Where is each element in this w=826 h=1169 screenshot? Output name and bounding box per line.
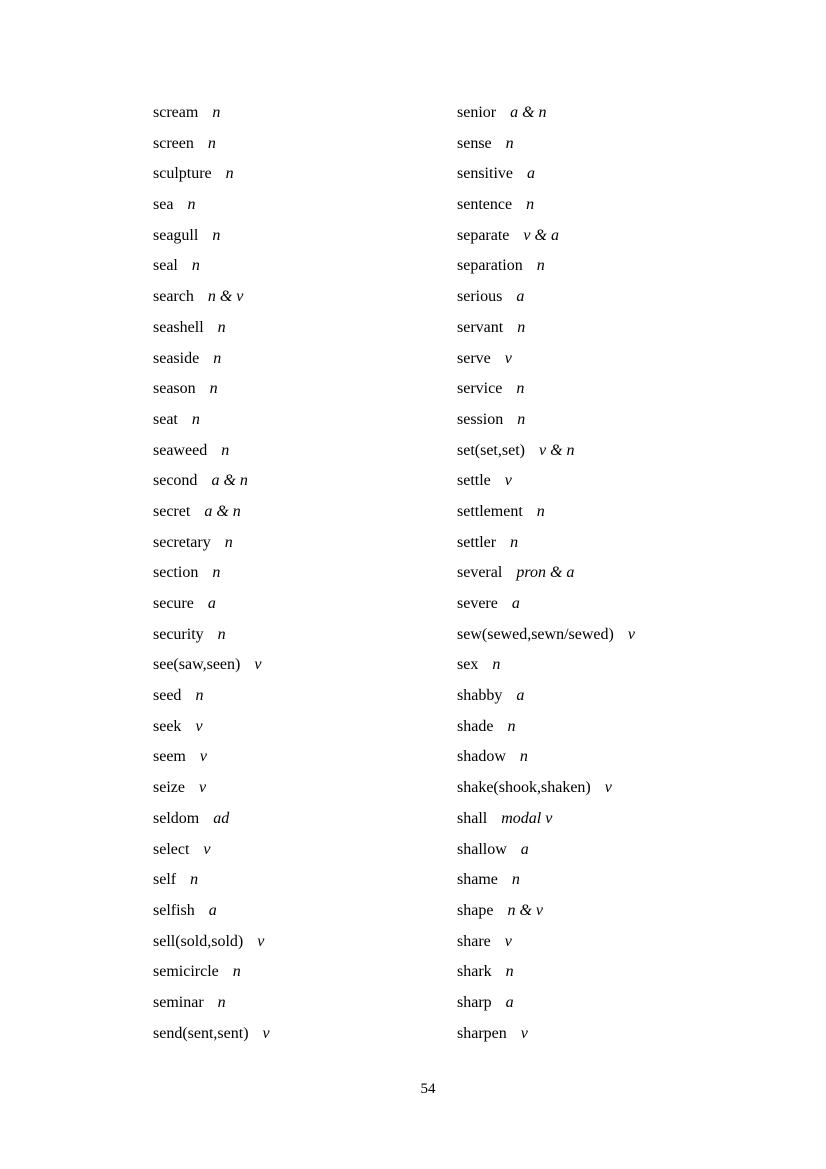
- part-of-speech: a: [511, 595, 520, 612]
- word-text: secret: [153, 502, 191, 520]
- word-text: seal: [153, 257, 178, 275]
- word-text: select: [153, 840, 190, 858]
- word-entry: [457, 436, 757, 467]
- word-text: set(set,set): [457, 441, 525, 459]
- word-text: share: [457, 932, 491, 950]
- word-entry: [457, 804, 757, 835]
- word-entry: [153, 988, 453, 1019]
- word-entry: [153, 251, 453, 282]
- part-of-speech: n: [536, 502, 545, 520]
- word-entry: [153, 497, 453, 528]
- word-text: selfish: [153, 901, 195, 919]
- word-entry: [153, 1019, 453, 1050]
- word-entry: [457, 650, 757, 681]
- word-entry: [153, 620, 453, 651]
- word-text: shame: [457, 871, 498, 889]
- word-text: sentence: [457, 196, 513, 214]
- word-text: shabby: [457, 687, 503, 705]
- word-text: shadow: [457, 748, 506, 766]
- word-text: sculpture: [153, 165, 212, 183]
- part-of-speech: n: [212, 104, 221, 121]
- word-entry: [153, 681, 453, 712]
- word-entry: [457, 896, 757, 927]
- part-of-speech: a & n: [204, 502, 241, 520]
- part-of-speech: n: [507, 717, 516, 735]
- word-text: seashell: [153, 318, 204, 336]
- word-text: senior: [457, 104, 497, 121]
- part-of-speech: v: [504, 472, 512, 490]
- word-text: seat: [153, 410, 178, 428]
- part-of-speech: modal v: [501, 809, 553, 827]
- word-text: seem: [153, 748, 186, 766]
- part-of-speech: pron & a: [516, 564, 575, 582]
- part-of-speech: n: [511, 871, 520, 889]
- word-entry: [153, 221, 453, 252]
- part-of-speech: n: [217, 993, 226, 1011]
- part-of-speech: n: [191, 410, 200, 428]
- part-of-speech: a: [527, 165, 535, 183]
- word-text: security: [153, 625, 204, 643]
- word-text: secretary: [153, 533, 211, 551]
- part-of-speech: n: [195, 687, 204, 705]
- word-text: serve: [457, 349, 491, 367]
- word-entry: [457, 221, 757, 252]
- word-text: seagull: [153, 226, 199, 244]
- word-text: shake(shook,shaken): [457, 779, 591, 797]
- word-entry: [153, 405, 453, 436]
- word-entry: [457, 589, 757, 620]
- part-of-speech: n: [526, 196, 535, 214]
- part-of-speech: n: [217, 625, 226, 643]
- part-of-speech: n: [536, 257, 545, 275]
- part-of-speech: n: [209, 380, 218, 398]
- word-entry: [153, 712, 453, 743]
- word-text: separate: [457, 226, 510, 244]
- word-entry: [457, 251, 757, 282]
- word-text: separation: [457, 257, 523, 275]
- part-of-speech: n: [517, 318, 526, 336]
- word-text: shallow: [457, 840, 507, 858]
- word-entry: [457, 282, 757, 313]
- part-of-speech: n: [213, 349, 222, 367]
- part-of-speech: n: [212, 226, 221, 244]
- part-of-speech: v: [254, 656, 262, 674]
- word-text: secure: [153, 595, 194, 612]
- part-of-speech: n: [190, 871, 199, 889]
- word-text: seaweed: [153, 441, 208, 459]
- word-list-right-column: [457, 98, 757, 1049]
- word-text: severe: [457, 595, 498, 612]
- part-of-speech: v & a: [523, 226, 559, 244]
- part-of-speech: n: [232, 963, 241, 981]
- word-text: semicircle: [153, 963, 219, 981]
- part-of-speech: n & v: [207, 288, 244, 306]
- word-entry: [457, 927, 757, 958]
- part-of-speech: v: [262, 1024, 270, 1042]
- word-text: search: [153, 288, 194, 306]
- word-text: serious: [457, 288, 503, 306]
- word-entry: [457, 712, 757, 743]
- word-text: servant: [457, 318, 504, 336]
- word-text: service: [457, 380, 503, 398]
- word-entry: [457, 374, 757, 405]
- word-text: shape: [457, 901, 494, 919]
- word-entry: [457, 313, 757, 344]
- part-of-speech: n: [212, 564, 221, 582]
- word-entry: [457, 742, 757, 773]
- part-of-speech: v: [504, 932, 512, 950]
- word-entry: [153, 957, 453, 988]
- word-text: section: [153, 564, 199, 582]
- word-entry: [153, 98, 453, 129]
- word-text: seed: [153, 687, 182, 705]
- word-entry: [457, 957, 757, 988]
- part-of-speech: n: [207, 134, 216, 152]
- part-of-speech: n: [510, 533, 519, 551]
- word-text: seize: [153, 779, 185, 797]
- part-of-speech: v & n: [538, 441, 575, 459]
- word-text: seaside: [153, 349, 200, 367]
- word-text: self: [153, 871, 177, 889]
- word-entry: [153, 190, 453, 221]
- word-text: seminar: [153, 993, 204, 1011]
- word-text: screen: [153, 134, 194, 152]
- part-of-speech: v: [199, 748, 207, 766]
- word-entry: [153, 804, 453, 835]
- word-text: session: [457, 410, 504, 428]
- word-list-left-column: [153, 98, 453, 1049]
- word-entry: [153, 159, 453, 190]
- part-of-speech: v: [257, 932, 265, 950]
- word-entry: [153, 374, 453, 405]
- word-entry: [457, 129, 757, 160]
- word-entry: [457, 1019, 757, 1050]
- part-of-speech: v: [198, 779, 207, 797]
- part-of-speech: a: [520, 840, 529, 858]
- part-of-speech: v: [504, 349, 512, 367]
- word-text: sex: [457, 656, 479, 674]
- word-text: shark: [457, 963, 492, 981]
- part-of-speech: n: [505, 963, 514, 981]
- word-entry: [457, 620, 757, 651]
- word-entry: [457, 466, 757, 497]
- word-entry: [457, 528, 757, 559]
- page-footer: [0, 1081, 826, 1097]
- word-entry: [153, 282, 453, 313]
- part-of-speech: n: [505, 134, 514, 152]
- word-entry: [153, 927, 453, 958]
- part-of-speech: a: [516, 288, 525, 306]
- word-entry: [457, 344, 757, 375]
- word-entry: [153, 466, 453, 497]
- word-entry: [153, 436, 453, 467]
- part-of-speech: n: [225, 165, 234, 183]
- word-entry: [457, 558, 757, 589]
- part-of-speech: v: [520, 1024, 528, 1042]
- word-text: sell(sold,sold): [153, 932, 244, 950]
- word-text: sew(sewed,sewn/sewed): [457, 625, 614, 643]
- word-text: sense: [457, 134, 492, 152]
- word-text: shade: [457, 717, 494, 735]
- part-of-speech: n: [224, 533, 233, 551]
- part-of-speech: a: [207, 595, 216, 612]
- word-entry: [153, 589, 453, 620]
- part-of-speech: a & n: [510, 104, 547, 121]
- part-of-speech: a: [208, 901, 217, 919]
- part-of-speech: n: [217, 318, 226, 336]
- word-entry: [153, 742, 453, 773]
- word-text: scream: [153, 104, 199, 121]
- word-entry: [153, 865, 453, 896]
- word-text: sea: [153, 196, 174, 214]
- word-entry: [457, 835, 757, 866]
- part-of-speech: v: [604, 779, 612, 797]
- word-text: see(saw,seen): [153, 656, 241, 674]
- word-entry: [153, 835, 453, 866]
- word-text: settle: [457, 472, 491, 490]
- word-entry: [457, 98, 757, 129]
- part-of-speech: n: [517, 410, 526, 428]
- part-of-speech: v: [203, 840, 211, 858]
- part-of-speech: n: [187, 196, 196, 214]
- part-of-speech: a: [516, 687, 525, 705]
- word-text: several: [457, 564, 503, 582]
- word-entry: [457, 405, 757, 436]
- word-entry: [457, 497, 757, 528]
- word-text: seldom: [153, 809, 200, 827]
- word-entry: [153, 528, 453, 559]
- part-of-speech: v: [627, 625, 635, 643]
- part-of-speech: v: [195, 717, 203, 735]
- part-of-speech: a: [505, 993, 514, 1011]
- part-of-speech: n: [516, 380, 525, 398]
- part-of-speech: n: [221, 441, 230, 459]
- part-of-speech: a & n: [211, 472, 248, 490]
- word-entry: [457, 773, 757, 804]
- part-of-speech: n: [191, 257, 200, 275]
- page-number: 54: [420, 1081, 436, 1097]
- word-text: settlement: [457, 502, 523, 520]
- part-of-speech: n: [519, 748, 528, 766]
- word-text: sharpen: [457, 1024, 507, 1042]
- word-entry: [457, 681, 757, 712]
- word-text: second: [153, 472, 198, 490]
- word-entry: [153, 344, 453, 375]
- word-entry: [153, 650, 453, 681]
- word-text: settler: [457, 533, 497, 551]
- word-entry: [153, 129, 453, 160]
- word-text: sensitive: [457, 165, 513, 183]
- word-text: shall: [457, 809, 488, 827]
- word-entry: [457, 988, 757, 1019]
- word-text: send(sent,sent): [153, 1024, 249, 1042]
- word-entry: [457, 865, 757, 896]
- word-entry: [457, 159, 757, 190]
- word-text: sharp: [457, 993, 492, 1011]
- part-of-speech: ad: [213, 809, 230, 827]
- word-text: season: [153, 380, 196, 398]
- word-entry: [153, 896, 453, 927]
- part-of-speech: n: [492, 656, 501, 674]
- word-text: seek: [153, 717, 182, 735]
- word-entry: [153, 773, 453, 804]
- part-of-speech: n & v: [507, 901, 543, 919]
- word-entry: [153, 558, 453, 589]
- word-entry: [153, 313, 453, 344]
- word-entry: [457, 190, 757, 221]
